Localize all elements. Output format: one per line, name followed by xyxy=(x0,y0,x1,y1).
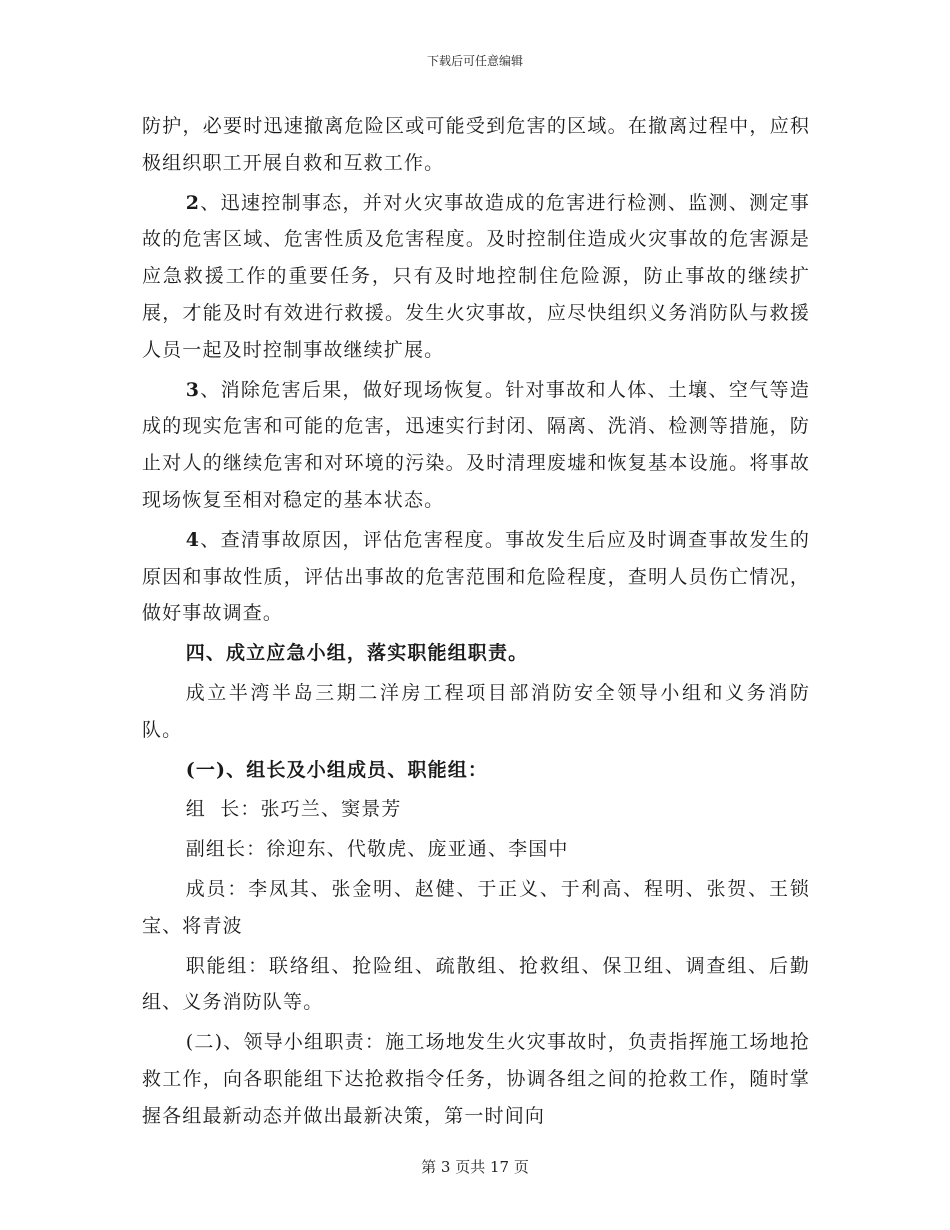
item-number: 2 xyxy=(185,191,201,214)
paragraph-item-2 xyxy=(142,185,810,369)
page-header: 下载后可任意编辑 xyxy=(426,54,523,68)
subsection-heading: (一)、组长及小组成员、职能组： xyxy=(185,758,489,781)
section-heading: 四、成立应急小组，落实职能组职责。 xyxy=(185,642,529,665)
item-number: 4 xyxy=(185,528,201,551)
paragraph-text: 、迅速控制事态，并对火灾事故造成的危害进行检测、监测、测定事故的危害区域、危害性质及危害程度。及时控制住造成火灾事故的危害源是应急救援工作的重要任务，只有及时地控制住危险源，防止事故的继续扩展，才能及时有效进行救援。发生火灾事故，应尽快组织义务消防队与救援人员一起及时控制事故继续扩展。 xyxy=(142,191,810,361)
paragraph-text: 、查清事故原因，评估危害程度。事故发生后应及时调查事故发生的原因和事故性质，评估出事故的危害范围和危险程度，查明人员伤亡情况，做好事故调查。 xyxy=(142,528,810,625)
deputy-leader-line: 副组长：徐迎东、代敬虎、庞亚通、李国中 xyxy=(185,838,569,861)
document-body xyxy=(142,108,810,1135)
leadership-duties-paragraph: (二)、领导小组职责：施工场地发生火灾事故时，负责指挥施工场地抢救工作，向各职能组下达抢救指令任务，协调各组之间的抢救工作，随时掌握各组最新动态并做出最新决策，第一时间向 xyxy=(142,1031,810,1127)
paragraph-item-3 xyxy=(142,372,810,519)
paragraph-item-4 xyxy=(142,522,810,632)
functional-groups-line: 职能组：联络组、抢险组、疏散组、抢救组、保卫组、调查组、后勤组、义务消防队等。 xyxy=(142,954,810,1014)
group-leader-line: 组 长：张巧兰、窦景芳 xyxy=(185,798,402,821)
members-line: 成员：李凤其、张金明、赵健、于正义、于利高、程明、张贺、王锁宝、将青波 xyxy=(142,877,810,937)
paragraph-intro: 成立半湾半岛三期二洋房工程项目部消防安全领导小组和义务消防队。 xyxy=(142,681,810,741)
page-footer: 第 3 页共 17 页 xyxy=(421,1158,529,1176)
item-number: 3 xyxy=(185,378,201,401)
paragraph-continuation: 防护，必要时迅速撤离危险区或可能受到危害的区域。在撤离过程中，应积极组织职工开展自救和互救工作。 xyxy=(142,115,810,174)
paragraph-text: 、消除危害后果，做好现场恢复。针对事故和人体、土壤、空气等造成的现实危害和可能的危害，迅速实行封闭、隔离、洗消、检测等措施，防止对人的继续危害和对环境的污染。及时清理废墟和恢复基本设施。将事故现场恢复至相对稳定的基本状态。 xyxy=(142,378,810,511)
